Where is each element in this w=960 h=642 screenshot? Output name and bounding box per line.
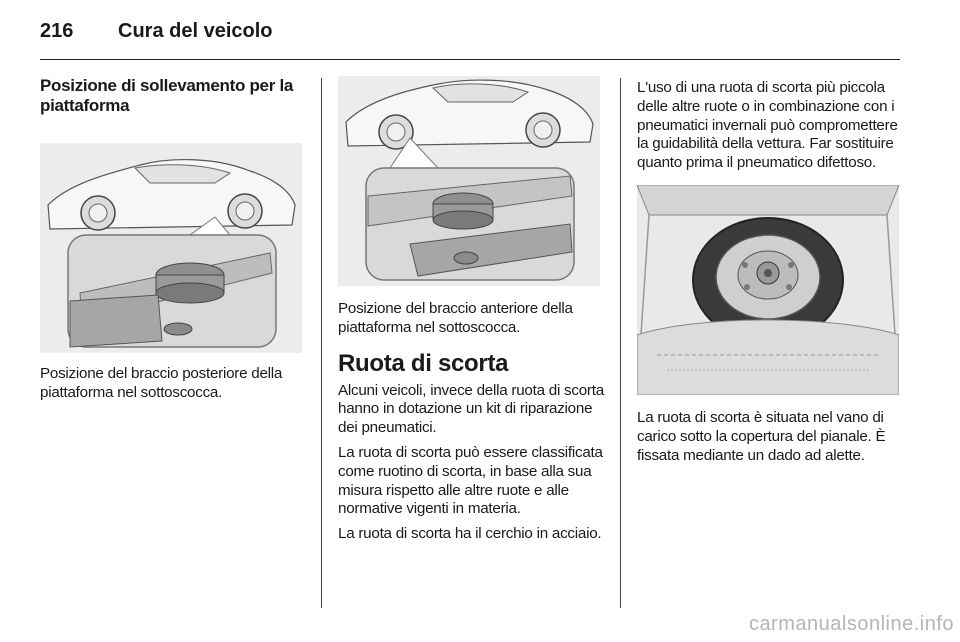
figure-caption-front: Posizione del braccio anteriore della piattaforma nel sottoscocca. <box>338 300 573 336</box>
column-middle <box>338 76 604 550</box>
section-heading-lift-position: Posizione di sollevamento per la piattaforma <box>40 76 294 115</box>
car-front-lift-illustration <box>338 76 600 286</box>
paragraph-temporary-spare: La ruota di scorta può essere classificata come ruotino di scorta, in base alla sua misura rispetto alle altre ruote e alle normative vigenti in materia. <box>338 443 603 518</box>
column-divider-1 <box>321 78 322 608</box>
spare-wheel-illustration <box>637 185 899 395</box>
figure-rear-lift-arm <box>40 143 302 353</box>
page-header <box>40 20 273 46</box>
column-right <box>637 76 902 471</box>
figure-caption-rear: Posizione del braccio posteriore della piattaforma nel sottoscocca. <box>40 365 283 401</box>
column-left <box>40 76 305 409</box>
header-divider <box>40 59 900 60</box>
page-title: Cura del veicolo <box>118 20 273 42</box>
column-divider-2 <box>620 78 621 608</box>
paragraph-spare-usage-warning: L'uso di una ruota di scorta più piccola delle altre ruote o in combinazione con i pneumatici invernali può compromettere la guidabilità della vettura. Far sostituire quanto prima il pneumatico difettoso. <box>637 79 898 172</box>
paragraph-repair-kit: Alcuni veicoli, invece della ruota di scorta hanno in dotazione un kit di riparazione dei pneumatici. <box>338 381 604 437</box>
car-rear-lift-illustration <box>40 143 302 353</box>
figure-front-lift-arm <box>338 76 600 286</box>
watermark: carmanualsonline.info <box>748 613 954 635</box>
figure-caption-spare-wheel-location: La ruota di scorta è situata nel vano di carico sotto la copertura del pianale. È fissata mediante un dado ad alette. <box>637 408 886 464</box>
page-number: 216 <box>40 20 74 42</box>
figure-spare-wheel-well <box>637 185 899 395</box>
paragraph-steel-rim: La ruota di scorta ha il cerchio in acciaio. <box>338 525 602 543</box>
section-heading-spare-wheel: Ruota di scorta <box>338 349 509 377</box>
